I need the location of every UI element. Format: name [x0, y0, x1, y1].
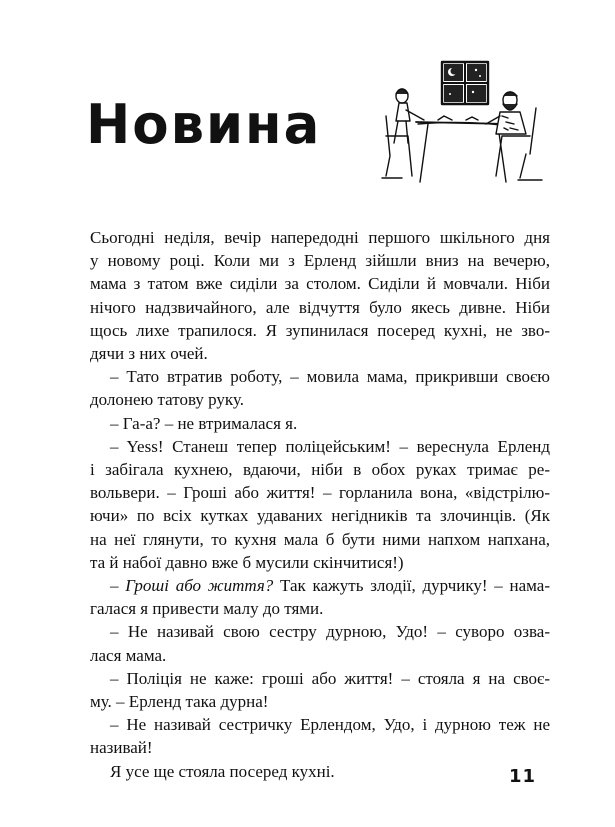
- text-line: лася мама.: [90, 645, 167, 665]
- text-line: – Не називай свою сестру дурною, Удо! – суворо озва-: [110, 622, 550, 642]
- paragraph: [90, 365, 550, 411]
- text-line: ючи» по всіх кутках удаваних негідників та злочинців. (Як: [90, 506, 550, 526]
- text-line: – Yess! Станеш тепер поліцейським! – вереснула Ерленд: [110, 436, 550, 456]
- text-line: Я усе ще стояла посеред кухні.: [110, 761, 335, 781]
- dash: –: [110, 576, 126, 596]
- paragraph: [90, 713, 550, 759]
- paragraph: [90, 667, 550, 713]
- text-line: – Не називай сестричку Ерлендом, Удо, і дурною теж не: [110, 715, 550, 735]
- text-line: на неї глянути, то кухня мала б бути ними напхом напхана,: [90, 529, 550, 549]
- text-line: – Га-а? – не втрималася я.: [110, 413, 298, 433]
- text-line: – Тато втратив роботу, – мовила мама, прикривши своєю: [110, 367, 550, 387]
- paragraph: [90, 435, 550, 574]
- text-line: – Поліція не каже: гроші або життя! – стояла я на своє-: [110, 668, 550, 688]
- paragraph: [90, 226, 550, 365]
- text-line: Сьогодні неділя, вечір напередодні першого шкільного дня: [90, 228, 550, 247]
- chapter-title: Новина: [86, 93, 322, 156]
- text-line: нічого надзвичайного, але відчуття було якесь дивне. Ніби: [90, 297, 550, 317]
- paragraph: [90, 574, 550, 620]
- page-number: 11: [509, 766, 537, 787]
- paragraph: [90, 760, 550, 783]
- text-line: дячи з них очей.: [90, 344, 208, 364]
- text-line: [90, 574, 550, 597]
- italic-phrase: Гроші або життя?: [125, 576, 274, 596]
- family-at-table-drawing: [378, 58, 550, 188]
- text-line: мама з татом вже сиділи за столом. Сиділи й мовчали. Ніби: [90, 274, 550, 294]
- chapter-text: [90, 226, 550, 783]
- text-line: називай!: [90, 738, 153, 758]
- paragraph: [90, 412, 550, 435]
- text-line: у новому році. Коли ми з Ерленд зійшли вниз на вечерю,: [90, 251, 550, 271]
- text-line: галася я привести малу до тями.: [90, 599, 324, 619]
- text-line: щось лихе трапилося. Я зупинилася посеред кухні, не зво-: [90, 320, 550, 340]
- text-line: вольвери. – Гроші або життя! – горланила вона, «відстрілю-: [90, 483, 550, 503]
- text-fragment: Так кажуть злодії, дурчику! – нама-: [273, 576, 551, 596]
- text-line: му. – Ерленд така дурна!: [90, 692, 269, 712]
- text-line: і забігала кухнею, вдаючи, ніби в обох руках тримає ре-: [90, 460, 550, 480]
- text-line: долонею татову руку.: [90, 390, 244, 410]
- paragraph: [90, 620, 550, 666]
- text-line: та й набої давно вже б мусили скінчитися!): [90, 552, 404, 572]
